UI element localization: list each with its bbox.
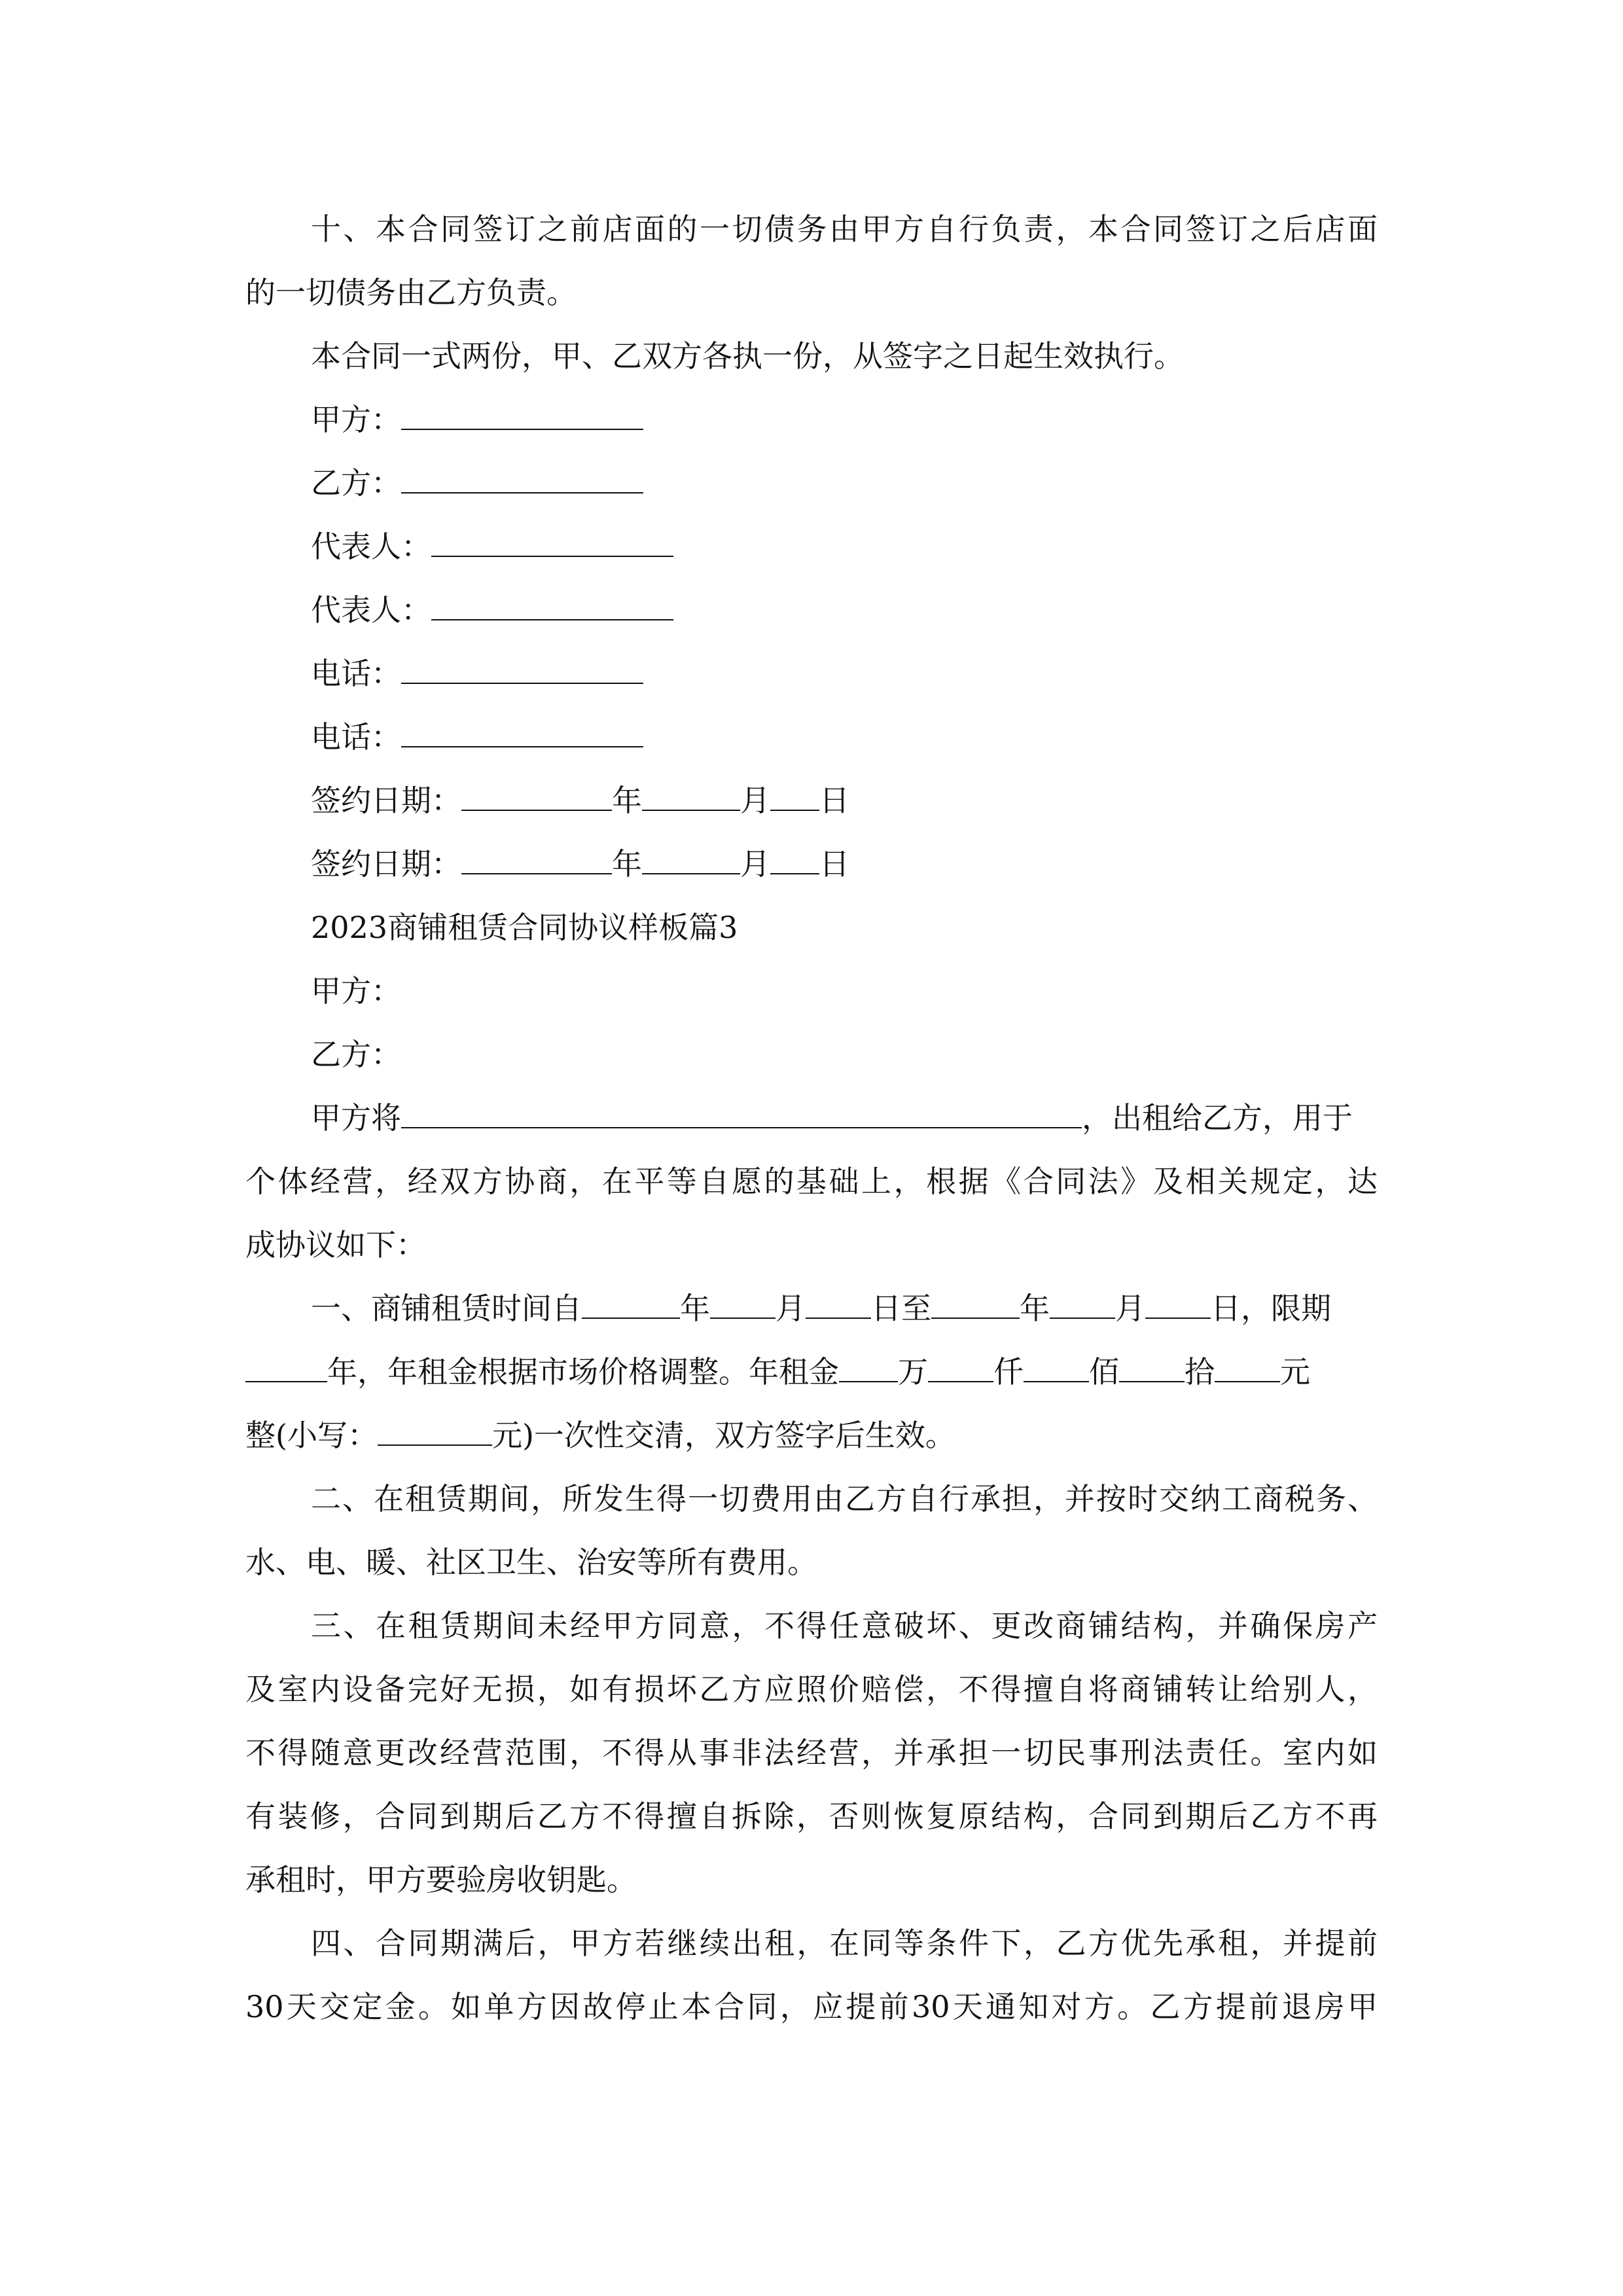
blank: [806, 1289, 871, 1319]
blank: [642, 781, 740, 811]
section-title: 2023商铺租赁合同协议样板篇3: [311, 910, 738, 945]
intro-line-2: 个体经营，经双方协商，在平等自愿的基础上，根据《合同法》及相关规定，达: [245, 1164, 1378, 1199]
span: 月: [740, 783, 770, 818]
clause-1-line-3: [245, 1416, 955, 1455]
span: 日: [819, 846, 849, 882]
span: 日，限期: [1211, 1291, 1331, 1326]
sig-date-1: [311, 781, 849, 820]
sig-party-b-blank: [401, 463, 643, 493]
sig-party-b-label: 乙方：: [311, 465, 401, 501]
span: 万: [898, 1354, 928, 1390]
span: 日: [819, 783, 849, 818]
blank: [461, 781, 612, 811]
span: 年: [680, 1291, 710, 1326]
blank: [928, 1352, 993, 1382]
blank: [1050, 1289, 1115, 1319]
clause-4-line-2: 30天交定金。如单方因故停止本合同，应提前30天通知对方。乙方提前退房甲: [245, 1989, 1378, 2024]
span: 年，年租金根据市场价格调整。年租金: [327, 1354, 839, 1390]
blank: [1145, 1289, 1211, 1319]
clause-3-line-2: 及室内设备完好无损，如有损坏乙方应照价赔偿，不得擅自将商铺转让给别人，: [245, 1672, 1378, 1707]
blank: [710, 1289, 776, 1319]
blank: [1024, 1352, 1089, 1382]
span: 一、商铺租赁时间自: [311, 1291, 582, 1326]
intro-line-1: [311, 1098, 1353, 1138]
sig-rep-2-blank: [431, 590, 673, 620]
span: 日至: [871, 1291, 931, 1326]
blank: [770, 781, 819, 811]
clause-10-line-1: 十、本合同签订之前店面的一切债务由甲方自行负责，本合同签订之后店面: [311, 211, 1378, 247]
span: 整(小写：: [245, 1418, 378, 1453]
sig-rep-1-label: 代表人：: [311, 529, 431, 564]
span: 月: [740, 846, 770, 882]
premises-blank: [401, 1098, 1082, 1128]
sig-tel-1-blank: [401, 654, 643, 684]
clause-3-line-5: 承租时，甲方要验房收钥匙。: [245, 1862, 637, 1897]
span: 年: [612, 783, 642, 818]
sig-party-a-blank: [401, 400, 643, 430]
clause-2-line-2: 水、电、暖、社区卫生、治安等所有费用。: [245, 1545, 817, 1580]
blank: [770, 844, 819, 874]
blank: [461, 844, 612, 874]
sig-rep-1-blank: [431, 527, 673, 557]
span: 年: [612, 846, 642, 882]
clause-3-line-3: 不得随意更改经营范围，不得从事非法经营，并承担一切民事刑法责任。室内如: [245, 1735, 1378, 1770]
sig-tel-1-label: 电话：: [311, 656, 401, 691]
sig-party-b: [311, 463, 643, 503]
span: 拾: [1185, 1354, 1215, 1390]
span: 仟: [993, 1354, 1024, 1390]
clause-3-line-1: 三、在租赁期间未经甲方同意，不得任意破坏、更改商铺结构，并确保房产: [311, 1608, 1378, 1643]
blank: [839, 1352, 898, 1382]
clause-3-line-4: 有装修，合同到期后乙方不得擅自拆除，否则恢复原结构，合同到期后乙方不再: [245, 1799, 1378, 1834]
sig-tel-2-label: 电话：: [311, 719, 401, 755]
sig-tel-2-blank: [401, 717, 643, 747]
party-a-heading: 甲方：: [311, 973, 401, 1009]
span: 元: [1280, 1354, 1310, 1390]
blank: [931, 1289, 1020, 1319]
clause-10-line-2: 的一切债务由乙方负责。: [245, 275, 577, 310]
clause-2-line-1: 二、在租赁期间，所发生得一切费用由乙方自行承担，并按时交纳工商税务、: [311, 1481, 1378, 1516]
blank: [642, 844, 740, 874]
clause-4-line-1: 四、合同期满后，甲方若继续出租，在同等条件下，乙方优先承租，并提前: [311, 1926, 1378, 1961]
clause-1-line-1: [311, 1289, 1331, 1328]
sig-rep-2-label: 代表人：: [311, 592, 431, 628]
sig-date-1-label: 签约日期：: [311, 783, 461, 818]
span: 佰: [1089, 1354, 1119, 1390]
span: 元)一次性交清，双方签字后生效。: [491, 1418, 955, 1453]
intro-line-3: 成协议如下：: [245, 1227, 426, 1263]
span: ，出租给乙方，用于: [1082, 1100, 1353, 1136]
blank: [582, 1289, 680, 1319]
blank: [378, 1416, 492, 1446]
party-b-heading: 乙方：: [311, 1037, 401, 1072]
sig-party-a-label: 甲方：: [311, 402, 401, 437]
span: 月: [1115, 1291, 1145, 1326]
clause-1-line-2: [245, 1352, 1310, 1391]
sig-rep-1: [311, 527, 673, 566]
span: 年: [1020, 1291, 1050, 1326]
sig-rep-2: [311, 590, 673, 630]
sig-party-a: [311, 400, 643, 439]
blank: [245, 1352, 327, 1382]
copies-clause: 本合同一式两份，甲、乙双方各执一份，从签字之日起生效执行。: [311, 338, 1184, 374]
blank: [1215, 1352, 1280, 1382]
sig-date-2-label: 签约日期：: [311, 846, 461, 882]
sig-tel-1: [311, 654, 643, 693]
blank: [1119, 1352, 1185, 1382]
sig-tel-2: [311, 717, 643, 757]
span: 甲方将: [311, 1100, 401, 1136]
span: 月: [776, 1291, 806, 1326]
sig-date-2: [311, 844, 849, 884]
